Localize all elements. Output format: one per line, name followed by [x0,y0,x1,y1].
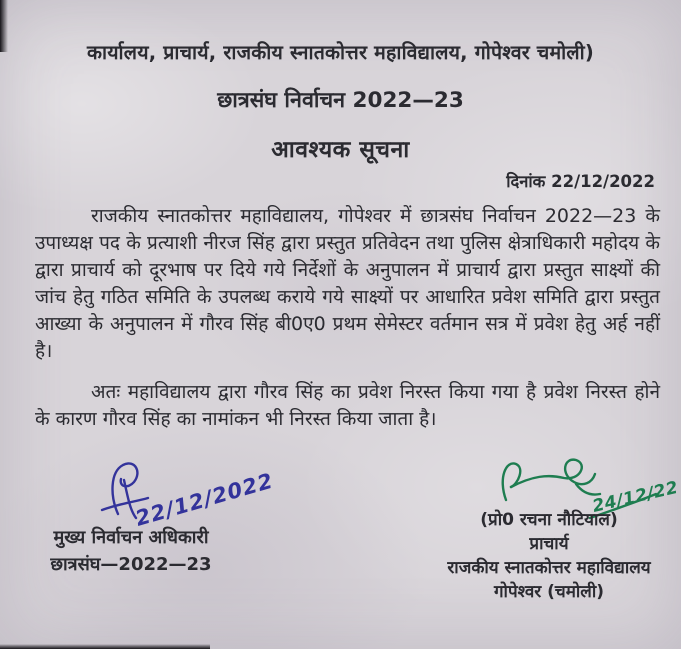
right-signatory-place: गोपेश्वर (चमोली) [493,582,604,602]
right-signatory-org: राजकीय स्नातकोत्तर महाविद्यालय [447,558,651,578]
scan-edge-artifact-bottom [0,644,210,649]
office-header-line: कार्यालय, प्राचार्य, राजकीय स्नातकोत्तर महाविद्यालय, गोपेश्वर चमोली) [86,41,595,64]
left-signature-date: 22/12/2022 [132,468,277,531]
body-paragraph-2: अतः महाविद्यालय द्वारा गौरव सिंह का प्रवेश निरस्त किया गया है प्रवेश निरस्त होने के कारण गौरव सिंह का नामांकन भी निरस्त किया जाता है। [35,381,660,430]
right-signatory-block [420,508,678,604]
notice-date: दिनांक 22/12/2022 [506,172,655,191]
body-paragraph-1: राजकीय स्नातकोत्तर महाविद्यालय, गोपेश्वर में छात्रसंघ निर्वाचन 2022—23 के उपाध्यक्ष पद के प्रत्याशी नीरज सिंह द्वारा प्रस्तुत प्रतिवेदन तथा पुलिस क्षेत्राधिकारी महोदय के द्वारा प्राचार्य को दूरभाष पर दिये गये निर्देशों के अनुपालन में प्राचार्य द्वारा प्रस्तुत साक्ष्यों की जांच हेतु गठित समिति के उपलब्ध कराये गये साक्ष्यों पर आधारित प्रवेश समिति द्वारा प्रस्तुत आख्या के अनुपालन में गौरव सिंह बी0ए0 प्रथम सेमेस्टर वर्तमान सत्र में प्रवेश हेतु अर्ह नहीं है। [35,205,660,362]
right-signatory-name: (प्रो0 रचना नौटियाल) [480,510,618,530]
left-signatory-body: छात्रसंघ—2022—23 [50,554,212,575]
right-signatory-role: प्राचार्य [529,534,569,554]
notice-subtitle: आवश्यक सूचना [271,137,410,163]
notice-title: छात्रसंघ निर्वाचन 2022—23 [217,88,464,113]
left-signatory-role: मुख्य निर्वाचन अधिकारी [53,527,209,548]
left-signatory-block [22,524,240,578]
right-signature-date: 24/12/22 [590,477,681,517]
notice-body [35,203,660,433]
